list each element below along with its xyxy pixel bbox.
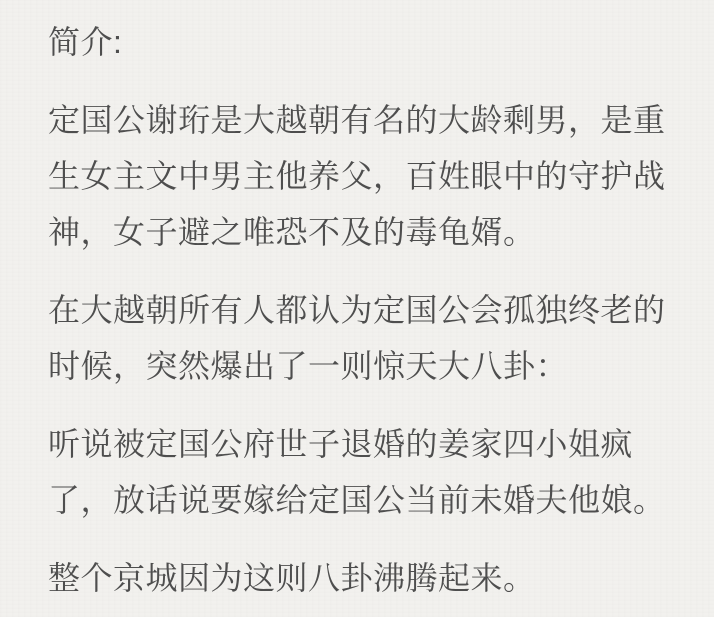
paragraph-line: 整个京城因为这则八卦沸腾起来。 xyxy=(48,560,536,596)
paragraph-line: 神，女子避之唯恐不及的毒龟婿。 xyxy=(48,214,536,250)
paragraph xyxy=(48,92,684,260)
paragraph xyxy=(48,416,684,528)
paragraph-line: 时候，突然爆出了一则惊天大八卦： xyxy=(48,348,569,384)
synopsis-title: 简介: xyxy=(48,24,123,60)
paragraph xyxy=(48,550,684,606)
paragraph xyxy=(48,282,684,394)
synopsis-title-block xyxy=(48,14,684,70)
paragraph-line: 了，放话说要嫁给定国公当前未婚夫他娘。 xyxy=(48,482,666,518)
paragraph-line: 生女主文中男主他养父，百姓眼中的守护战 xyxy=(48,158,666,194)
paragraph-line: 在大越朝所有人都认为定国公会孤独终老的 xyxy=(48,292,666,328)
paragraph-line: 听说被定国公府世子退婚的姜家四小姐疯 xyxy=(48,426,634,462)
paragraph-line: 定国公谢珩是大越朝有名的大龄剩男，是重 xyxy=(48,102,666,138)
